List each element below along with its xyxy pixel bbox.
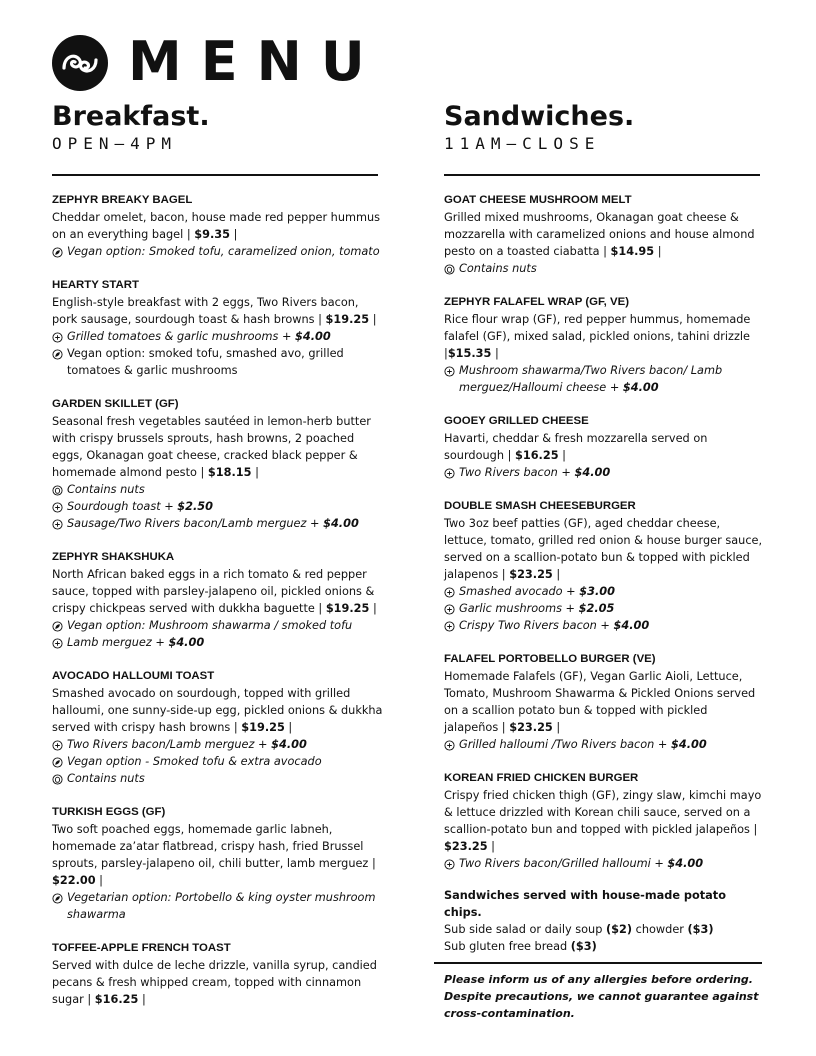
menu-item-name: TOFFEE-APPLE FRENCH TOAST — [52, 942, 231, 954]
option-label: Sausage/Two Rivers bacon/Lamb merguez + — [67, 517, 324, 530]
menu-item — [444, 294, 764, 396]
description-text: North African baked eggs in a rich tomato & red pepper sauce, topped with parsley-jalapeno oil, pickled onions & crispy chickpeas served with dukkha baguette | — [52, 568, 375, 615]
chowder-text: chowder — [632, 923, 688, 936]
menu-item — [52, 549, 384, 651]
wave-logo-icon — [52, 35, 108, 91]
option-label: Garlic mushrooms + — [459, 602, 579, 615]
menu-item-price: $19.25 — [325, 602, 370, 615]
option-text — [67, 889, 384, 923]
menu-item — [52, 192, 384, 260]
price-separator: | — [552, 568, 561, 581]
sub-side-note — [444, 921, 764, 938]
description-text: Grilled mixed mushrooms, Okanagan goat cheese & mozzarella with caramelized onions and house almond pesto on a toasted ciabatta | — [444, 211, 755, 258]
add-on-icon — [444, 467, 455, 478]
option-price: $2.05 — [578, 602, 615, 615]
option-text — [67, 345, 384, 379]
menu-item-description — [444, 515, 764, 583]
menu-item-description — [444, 668, 764, 736]
price-separator: | — [491, 347, 499, 360]
option-line — [444, 362, 764, 396]
option-line — [52, 515, 384, 532]
nut-icon — [52, 484, 63, 495]
menu-item-description — [52, 413, 384, 481]
sandwich-footer — [444, 887, 764, 1022]
description-text: Cheddar omelet, bacon, house made red pepper hummus on an everything bagel | — [52, 211, 381, 241]
add-on-icon — [52, 637, 63, 648]
footer-divider — [434, 962, 762, 964]
menu-title: MENU — [128, 30, 384, 93]
breakfast-divider — [52, 174, 378, 176]
description-text: Homemade Falafels (GF), Vegan Garlic Aioli, Lettuce, Tomato, Mushroom Shawarma & Pickled Onions served on a scallion potato bun & topped with pickled jalapeños | — [444, 670, 756, 734]
option-price: $4.00 — [168, 636, 205, 649]
option-text — [459, 362, 764, 396]
menu-item-name: FALAFEL PORTOBELLO BURGER (VE) — [444, 653, 656, 665]
option-label: Grilled halloumi /Two Rivers bacon + — [459, 738, 671, 751]
menu-item-description — [52, 685, 384, 736]
menu-item-name: GARDEN SKILLET (GF) — [52, 398, 179, 410]
option-price: $4.00 — [323, 517, 359, 530]
option-line — [444, 464, 764, 481]
menu-item-name: AVOCADO HALLOUMI TOAST — [52, 670, 215, 682]
option-text — [67, 753, 384, 770]
option-text — [67, 634, 384, 651]
option-label: Contains nuts — [67, 772, 145, 785]
option-text — [459, 617, 764, 634]
description-text: Crispy fried chicken thigh (GF), zingy slaw, kimchi mayo & lettuce drizzled with Korean chili sauce, served on a scallion-potato bun and topped with pickled jalapeños | — [444, 789, 762, 836]
sub-side-text: Sub side salad or daily soup — [444, 923, 606, 936]
menu-item-price: $15.35 — [447, 347, 492, 360]
option-price: $4.00 — [295, 330, 331, 343]
option-price: $4.00 — [622, 381, 659, 394]
price-separator: | — [552, 721, 561, 734]
menu-item-name: GOOEY GRILLED CHEESE — [444, 415, 589, 427]
option-label: Smashed avocado + — [459, 585, 580, 598]
option-label: Vegan option - Smoked tofu & extra avocado — [67, 755, 322, 768]
description-text: Served with dulce de leche drizzle, vanilla syrup, candied pecans & fresh whipped cream, topped with cinnamon sugar | — [52, 959, 377, 1006]
option-price: $4.00 — [271, 738, 307, 751]
menu-item-price: $19.25 — [241, 721, 285, 734]
option-line — [52, 889, 384, 923]
option-text — [459, 260, 764, 277]
option-text — [459, 583, 764, 600]
option-line — [444, 736, 764, 753]
gf-bread-text: Sub gluten free bread — [444, 940, 571, 953]
add-on-icon — [444, 603, 455, 614]
vegan-leaf-icon — [52, 756, 63, 767]
option-price: $4.00 — [613, 619, 650, 632]
description-text: Seasonal fresh vegetables sautéed in lemon-herb butter with crispy brussels sprouts, hash browns, 2 poached eggs, Okanagan goat cheese, cracked black pepper & homemade almond pesto | — [52, 415, 371, 479]
add-on-icon — [52, 739, 63, 750]
option-line — [444, 260, 764, 277]
option-text — [459, 600, 764, 617]
price-separator: | — [369, 313, 377, 326]
option-label: Two Rivers bacon/Lamb merguez + — [67, 738, 272, 751]
option-line — [52, 481, 384, 498]
sub-side-price: ($2) — [605, 923, 633, 936]
breakfast-column — [52, 100, 384, 1025]
menu-item-price: $9.35 — [194, 228, 230, 241]
option-label: Contains nuts — [459, 262, 537, 275]
menu-item-price: $22.00 — [52, 874, 96, 887]
gf-bread-note — [444, 938, 764, 955]
option-label: Mushroom shawarma/Two Rivers bacon/ Lamb merguez/Halloumi cheese + — [459, 364, 723, 394]
menu-item-description — [444, 787, 764, 855]
option-label: Sourdough toast + — [67, 500, 178, 513]
description-text: Two soft poached eggs, homemade garlic labneh, homemade za’atar flatbread, crispy hash, fried Brussel sprouts, parsley-jalapeno oil, chili butter, lamb merguez | — [52, 823, 376, 870]
option-price: $4.00 — [671, 738, 707, 751]
description-text: English-style breakfast with 2 eggs, Two Rivers bacon, pork sausage, sourdough toast & hash browns | — [52, 296, 359, 326]
chowder-price: ($3) — [687, 923, 714, 936]
price-separator: | — [487, 840, 495, 853]
option-label: Two Rivers bacon + — [459, 466, 575, 479]
description-text: Havarti, cheddar & fresh mozzarella served on sourdough | — [444, 432, 708, 462]
option-line — [52, 770, 384, 787]
price-separator: | — [138, 993, 146, 1006]
menu-item-name: DOUBLE SMASH CHEESEBURGER — [444, 500, 636, 512]
menu-item-name: ZEPHYR SHAKSHUKA — [52, 551, 175, 563]
menu-item — [52, 668, 384, 787]
menu-item-description — [444, 311, 764, 362]
option-text — [67, 736, 384, 753]
menu-item-description — [444, 209, 764, 260]
price-separator: | — [369, 602, 377, 615]
option-line — [52, 736, 384, 753]
price-separator: | — [251, 466, 259, 479]
option-text — [67, 498, 384, 515]
price-separator: | — [95, 874, 103, 887]
menu-item — [52, 940, 384, 1008]
gf-bread-price: ($3) — [570, 940, 597, 953]
price-separator: | — [229, 228, 238, 241]
menu-item-description — [444, 430, 764, 464]
option-label: Vegetarian option: Portobello & king oyster mushroom shawarma — [67, 891, 376, 921]
option-label: Vegan option: Smoked tofu, caramelized onion, tomato — [67, 245, 380, 258]
vegan-leaf-icon — [52, 620, 63, 631]
add-on-icon — [52, 331, 63, 342]
breakfast-title: Breakfast. — [52, 101, 210, 132]
description-text: Smashed avocado on sourdough, topped with grilled halloumi, one sunny-side-up egg, pickled onions & dukkha served with crispy hash browns | — [52, 687, 383, 734]
option-text — [459, 736, 764, 753]
menu-item-name: ZEPHYR FALAFEL WRAP (GF, VE) — [444, 296, 630, 308]
add-on-icon — [444, 739, 455, 750]
menu-item-price: $23.25 — [444, 840, 488, 853]
option-text — [67, 617, 384, 634]
sandwiches-title: Sandwiches. — [444, 101, 635, 132]
add-on-icon — [444, 365, 455, 376]
sandwiches-divider — [444, 174, 760, 176]
sandwich-items — [444, 192, 764, 872]
option-text — [67, 243, 384, 260]
menu-item — [52, 396, 384, 532]
option-label: Vegan option: smoked tofu, smashed avo, grilled tomatoes & garlic mushrooms — [67, 347, 344, 377]
option-text — [67, 328, 384, 345]
menu-item-description — [52, 566, 384, 617]
option-label: Two Rivers bacon/Grilled halloumi + — [459, 857, 668, 870]
option-text — [67, 481, 384, 498]
menu-item-price: $19.25 — [325, 313, 370, 326]
option-text — [67, 770, 384, 787]
option-text — [67, 515, 384, 532]
option-line — [52, 328, 384, 345]
option-line — [52, 243, 384, 260]
menu-item-description — [52, 821, 384, 889]
menu-item — [444, 192, 764, 277]
vegan-leaf-icon — [52, 892, 63, 903]
menu-item-price: $23.25 — [509, 721, 553, 734]
add-on-icon — [444, 586, 455, 597]
option-line — [444, 583, 764, 600]
option-label: Crispy Two Rivers bacon + — [459, 619, 614, 632]
menu-item — [52, 804, 384, 923]
option-price: $4.00 — [667, 857, 704, 870]
menu-item-description — [52, 209, 384, 243]
option-price: $4.00 — [574, 466, 611, 479]
description-text: Rice flour wrap (GF), red pepper hummus, homemade falafel (GF), mixed salad, pickled onions, tahini drizzle | — [444, 313, 751, 360]
add-on-icon — [52, 518, 63, 529]
menu-item-name: KOREAN FRIED CHICKEN BURGER — [444, 772, 639, 784]
option-text — [459, 855, 764, 872]
option-label: Vegan option: Mushroom shawarma / smoked tofu — [67, 619, 353, 632]
menu-item-description — [52, 294, 384, 328]
allergy-notice: Please inform us of any allergies before ordering. Despite precautions, we cannot guarantee against cross-contamination. — [444, 973, 759, 1020]
menu-item — [444, 413, 764, 481]
menu-item — [444, 651, 764, 753]
option-text — [459, 464, 764, 481]
price-separator: | — [284, 721, 293, 734]
menu-item-description — [52, 957, 384, 1008]
menu-item-price: $23.25 — [509, 568, 553, 581]
menu-item-price: $16.25 — [514, 449, 559, 462]
chips-note: Sandwiches served with house-made potato chips. — [444, 889, 726, 919]
option-label: Contains nuts — [67, 483, 145, 496]
breakfast-hours: OPEN—4PM — [52, 134, 178, 153]
menu-item-price: $14.95 — [610, 245, 655, 258]
option-line — [52, 498, 384, 515]
option-line — [444, 855, 764, 872]
option-line — [444, 617, 764, 634]
option-line — [52, 753, 384, 770]
option-line — [52, 345, 384, 379]
vegan-leaf-icon — [52, 348, 63, 359]
price-separator: | — [558, 449, 566, 462]
option-label: Grilled tomatoes & garlic mushrooms + — [67, 330, 295, 343]
price-separator: | — [654, 245, 662, 258]
menu-item — [444, 770, 764, 872]
option-line — [52, 617, 384, 634]
menu-item — [52, 277, 384, 379]
description-text: Two 3oz beef patties (GF), aged cheddar cheese, lettuce, tomato, grilled red onion & house burger sauce, served on a scallion-potato bun & topped with pickled jalapenos | — [444, 517, 763, 581]
nut-icon — [444, 263, 455, 274]
option-price: $3.00 — [579, 585, 615, 598]
sandwiches-hours: 11AM—CLOSE — [444, 134, 601, 153]
option-line — [52, 634, 384, 651]
option-price: $2.50 — [177, 500, 214, 513]
vegan-leaf-icon — [52, 246, 63, 257]
breakfast-items — [52, 192, 384, 1008]
menu-item-name: HEARTY START — [52, 279, 139, 291]
add-on-icon — [444, 620, 455, 631]
option-label: Lamb merguez + — [67, 636, 169, 649]
add-on-icon — [444, 858, 455, 869]
add-on-icon — [52, 501, 63, 512]
menu-item-name: ZEPHYR BREAKY BAGEL — [52, 194, 193, 206]
menu-item-price: $16.25 — [94, 993, 139, 1006]
menu-item-name: GOAT CHEESE MUSHROOM MELT — [444, 194, 632, 206]
menu-item-price: $18.15 — [207, 466, 252, 479]
menu-item — [444, 498, 764, 634]
sandwiches-column — [444, 100, 764, 1022]
option-line — [444, 600, 764, 617]
menu-item-name: TURKISH EGGS (GF) — [52, 806, 166, 818]
nut-icon — [52, 773, 63, 784]
